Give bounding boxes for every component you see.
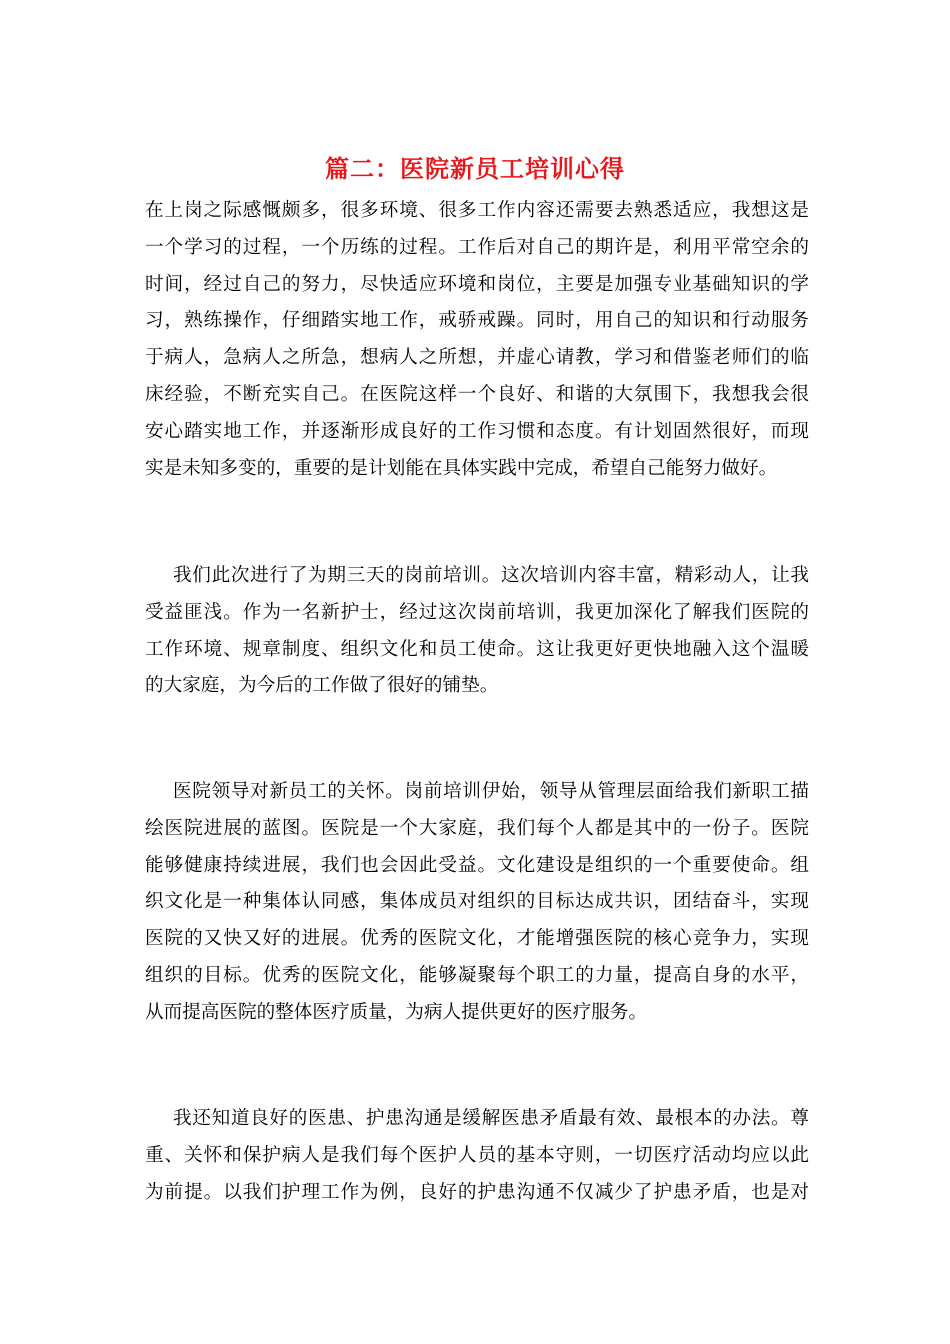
paragraph-line: 实是未知多变的，重要的是计划能在具体实践中完成，希望自己能努力做好。 — [145, 457, 778, 479]
paragraph-line: 习，熟练操作，仔细踏实地工作，戒骄戒躁。同时，用自己的知识和行动服务 — [145, 310, 809, 332]
paragraph-line: 于病人，急病人之所急，想病人之所想，并虚心请教，学习和借鉴老师们的临 — [145, 347, 809, 369]
paragraph-line: 在上岗之际感慨颇多，很多环境、很多工作内容还需要去熟悉适应，我想这是 — [145, 200, 809, 221]
paragraph-line: 工作环境、规章制度、组织文化和员工使命。这让我更好更快地融入这个温暖 — [145, 638, 809, 660]
paragraph-line: 安心踏实地工作，并逐渐形成良好的工作习惯和态度。有计划固然很好，而现 — [145, 420, 809, 442]
paragraph-line: 时间，经过自己的努力，尽快适应环境和岗位，主要是加强专业基础知识的学 — [145, 273, 809, 295]
paragraph-line: 重、关怀和保护病人是我们每个医护人员的基本守则，一切医疗活动均应以此 — [145, 1144, 809, 1166]
paragraph-2 — [145, 558, 809, 705]
paragraph-line: 从而提高医院的整体医疗质量，为病人提供更好的医疗服务。 — [145, 1001, 648, 1023]
paragraph-3 — [145, 774, 809, 1032]
paragraph-line: 为前提。以我们护理工作为例，良好的护患沟通不仅减少了护患矛盾，也是对 — [145, 1181, 809, 1203]
document-title: 篇二：医院新员工培训心得 — [325, 154, 625, 183]
paragraph-line: 床经验，不断充实自己。在医院这样一个良好、和谐的大氛围下，我想我会很 — [145, 383, 809, 405]
paragraph-line: 受益匪浅。作为一名新护士，经过这次岗前培训，我更加深化了解我们医院的 — [145, 601, 809, 623]
paragraph-line: 我还知道良好的医患、护患沟通是缓解医患矛盾最有效、最根本的办法。尊 — [173, 1108, 809, 1129]
paragraph-line: 能够健康持续进展，我们也会因此受益。文化建设是组织的一个重要使命。组 — [145, 854, 809, 876]
paragraph-line: 的大家庭，为今后的工作做了很好的铺垫。 — [145, 675, 499, 697]
paragraph-line: 我们此次进行了为期三天的岗前培训。这次培训内容丰富，精彩动人，让我 — [173, 565, 809, 586]
paragraph-line: 一个学习的过程，一个历练的过程。工作后对自己的期许是，利用平常空余的 — [145, 236, 809, 258]
paragraph-4 — [145, 1101, 809, 1211]
paragraph-line: 医院的又快又好的进展。优秀的医院文化，才能增强医院的核心竞争力，实现 — [145, 928, 809, 950]
paragraph-line: 绘医院进展的蓝图。医院是一个大家庭，我们每个人都是其中的一份子。医院 — [145, 817, 809, 839]
paragraph-1 — [145, 193, 809, 487]
paragraph-line: 医院领导对新员工的关怀。岗前培训伊始，领导从管理层面给我们新职工描 — [173, 781, 809, 802]
paragraph-line: 织文化是一种集体认同感，集体成员对组织的目标达成共识，团结奋斗，实现 — [145, 891, 809, 913]
paragraph-line: 组织的目标。优秀的医院文化，能够凝聚每个职工的力量，提高自身的水平， — [145, 964, 809, 986]
